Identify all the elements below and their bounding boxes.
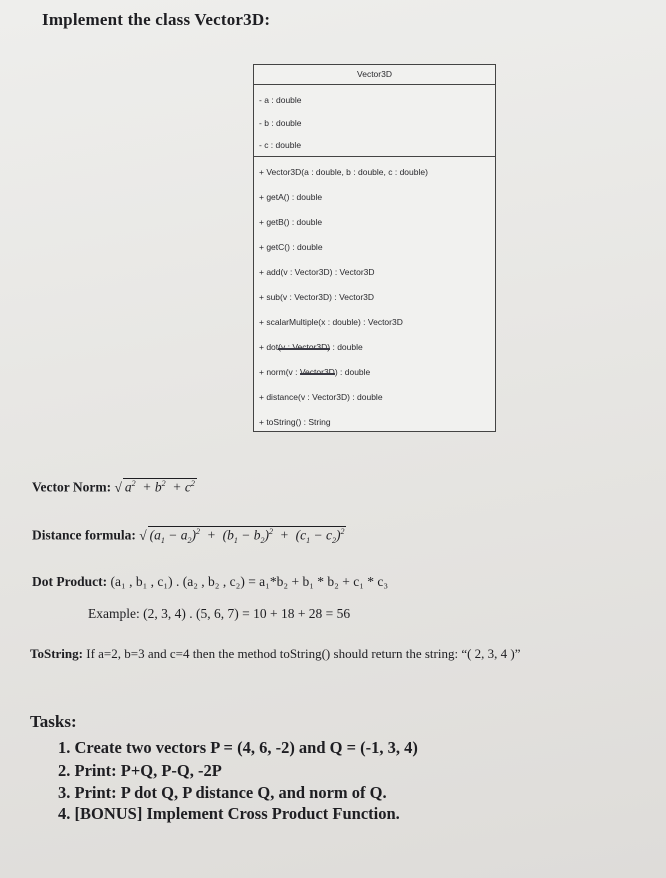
- tostring-label: ToString:: [30, 646, 83, 661]
- tostring-line: [30, 646, 521, 662]
- uml-method-norm: [254, 360, 495, 385]
- tasks-title: Tasks:: [30, 712, 77, 731]
- uml-attribute: - a : double: [259, 95, 302, 105]
- norm-prefix: + norm(v :: [259, 367, 300, 377]
- scribbled-text: (v : Vector3D): [278, 335, 330, 360]
- scribbled-text: Vector3D: [300, 360, 335, 385]
- uml-method: + getA() : double: [259, 192, 323, 202]
- vector-norm-label: Vector Norm:: [32, 479, 112, 495]
- vector-norm-formula: √ $a^2 + b^2 + c^2$: [114, 479, 195, 495]
- example-line: Example: (2, 3, 4) . (5, 6, 7) = 10 + 18 + 28 = 56: [88, 606, 351, 621]
- uml-attribute: - c : double: [259, 140, 302, 150]
- uml-attribute: - b : double: [259, 117, 302, 128]
- task-item: 1. Create two vectors P = (4, 6, -2) and Q = (-1, 3, 4): [58, 738, 418, 757]
- tostring-text: If a=2, b=3 and c=4 then the method toString() should return the string: “( 2, 3, 4 )”: [86, 646, 521, 661]
- task-item: 2. Print: P+Q, P-Q, -2P: [58, 761, 222, 780]
- uml-method: + scalarMultiple(x : double) : Vector3D: [259, 317, 403, 327]
- task-item: 4. [BONUS] Implement Cross Product Function.: [58, 804, 400, 823]
- page-title: Implement the class Vector3D:: [42, 10, 271, 29]
- vector-norm-line: [32, 478, 197, 496]
- dot-prefix: + dot: [259, 342, 279, 352]
- dot-product-label: Dot Product:: [32, 574, 108, 589]
- task-item: 3. Print: P dot Q, P distance Q, and norm of Q.: [58, 783, 387, 802]
- distance-formula-line: [32, 526, 346, 545]
- uml-methods: [254, 157, 495, 435]
- dot-product-text: (a₁ , b₁ , c₁) . (a₂ , b₂ , c₂) = a₁*b₂ + b₁ * b₂ + c₁ * c₃: [110, 574, 389, 589]
- uml-method: + Vector3D(a : double, b : double, c : double): [259, 167, 428, 177]
- distance-formula: √ $(a_1 - a_2)^2 + (b_1 - b_2)^2 + (c_1 - c_2)^2$: [139, 527, 345, 546]
- uml-method: + getC() : double: [259, 242, 323, 252]
- uml-method: + distance(v : Vector3D) : double: [259, 392, 383, 402]
- uml-class-diagram: [253, 64, 496, 432]
- uml-attributes: [254, 85, 495, 157]
- uml-method: + add(v : Vector3D) : Vector3D: [259, 267, 375, 277]
- distance-formula-label: Distance formula:: [32, 527, 136, 543]
- dot-product-line: [32, 574, 388, 590]
- uml-method: + getB() : double: [259, 217, 323, 227]
- uml-method-dot: [254, 335, 495, 360]
- norm-suffix: ) : double: [334, 367, 371, 377]
- uml-method: + sub(v : Vector3D) : Vector3D: [259, 292, 375, 302]
- uml-class-name: Vector3D: [254, 65, 495, 85]
- uml-method: + toString() : String: [259, 417, 331, 427]
- dot-suffix: : double: [330, 342, 363, 352]
